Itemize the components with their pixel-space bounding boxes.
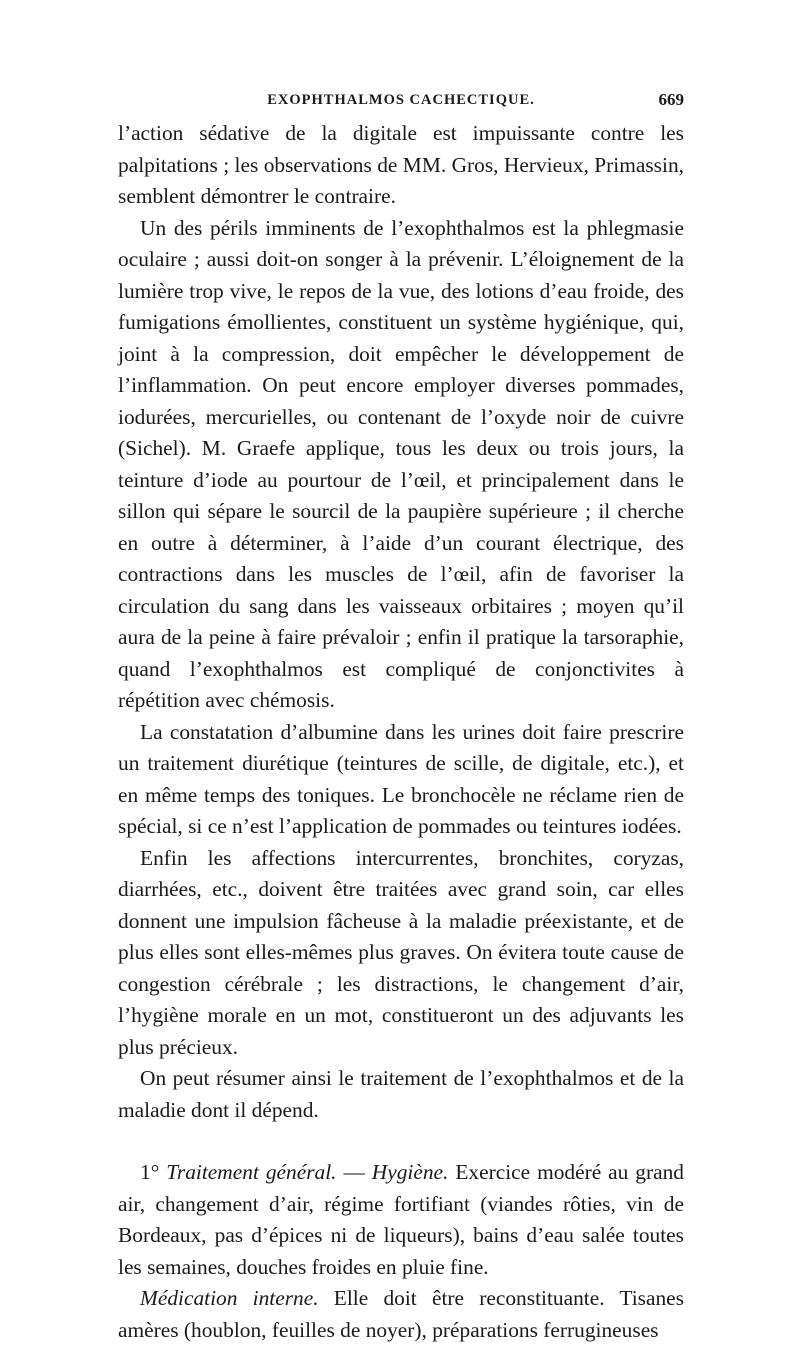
paragraph-treatment-general: [118, 1157, 684, 1283]
page-header: [118, 92, 684, 116]
subsection-heading: Médication interne.: [140, 1286, 319, 1310]
list-number: 1°: [140, 1160, 167, 1184]
paragraph-body: Exercice modéré au grand air, changement d’air, régime fortifiant (viandes rôties, vin de Bordeaux, pas d’épices ni de liqueurs), bains d’eau salée toutes les semaines, douches froides en pluie fine.: [118, 1160, 684, 1279]
section-heading: Traitement général.: [166, 1160, 337, 1184]
subsection-heading: Hygiène.: [371, 1160, 449, 1184]
paragraph-medication: [118, 1283, 684, 1346]
page-number: 669: [658, 90, 684, 109]
paragraph-2: Un des périls imminents de l’exophthalmos est la phlegmasie oculaire ; aussi doit-on songer à la prévenir. L’éloignement de la lumière trop vive, le repos de la vue, des lotions d’eau froide, des fumigations émollientes, constituent un système hygiénique, qui, joint à la compression, doit empêcher le développement de l’inflammation. On peut encore employer diverses pommades, iodurées, mercurielles, ou contenant de l’oxyde noir de cuivre (Sichel). M. Graefe applique, tous les deux ou trois jours, la teinture d’iode au pourtour de l’œil, et principalement dans le sillon qui sépare le sourcil de la paupière supérieure ; il cherche en outre à déterminer, à l’aide d’un courant électrique, des contractions dans les muscles de l’œil, afin de favoriser la circulation du sang dans les vaisseaux orbitaires ; moyen qu’il aura de la peine à faire prévaloir ; enfin il pratique la tarsoraphie, quand l’exophthalmos est compliqué de conjonctivites à répétition avec chémosis.: [118, 215, 684, 712]
paragraph-1: l’action sédative de la digitale est impuissante contre les palpitations ; les observations de MM. Gros, Hervieux, Primassin, semblent démontrer le contraire.: [118, 121, 684, 208]
paragraph-5: On peut résumer ainsi le traitement de l’exophthalmos et de la maladie dont il dépend.: [118, 1066, 684, 1122]
paragraph-body: Elle doit être reconstituante. Tisanes amères (houblon, feuilles de noyer), préparations ferrugineuses: [118, 1286, 684, 1342]
running-title: EXOPHTHALMOS CACHECTIQUE.: [267, 92, 535, 108]
paragraph-4: Enfin les affections intercurrentes, bronchites, coryzas, diarrhées, etc., doivent être traitées avec grand soin, car elles donnent une impulsion fâcheuse à la maladie préexistante, et de plus elles sont elles-mêmes plus graves. On évitera toute cause de congestion cérébrale ; les distractions, le changement d’air, l’hygiène morale en un mot, constitueront un des adjuvants les plus précieux.: [118, 845, 684, 1059]
heading-dash: —: [336, 1160, 372, 1184]
body-text: [118, 118, 684, 1346]
paragraph-3: La constatation d’albumine dans les urines doit faire prescrire un traitement diurétique (teintures de scille, de digitale, etc.), et en même temps des toniques. Le bronchocèle ne réclame rien de spécial, si ce n’est l’application de pommades ou teintures iodées.: [118, 719, 684, 838]
